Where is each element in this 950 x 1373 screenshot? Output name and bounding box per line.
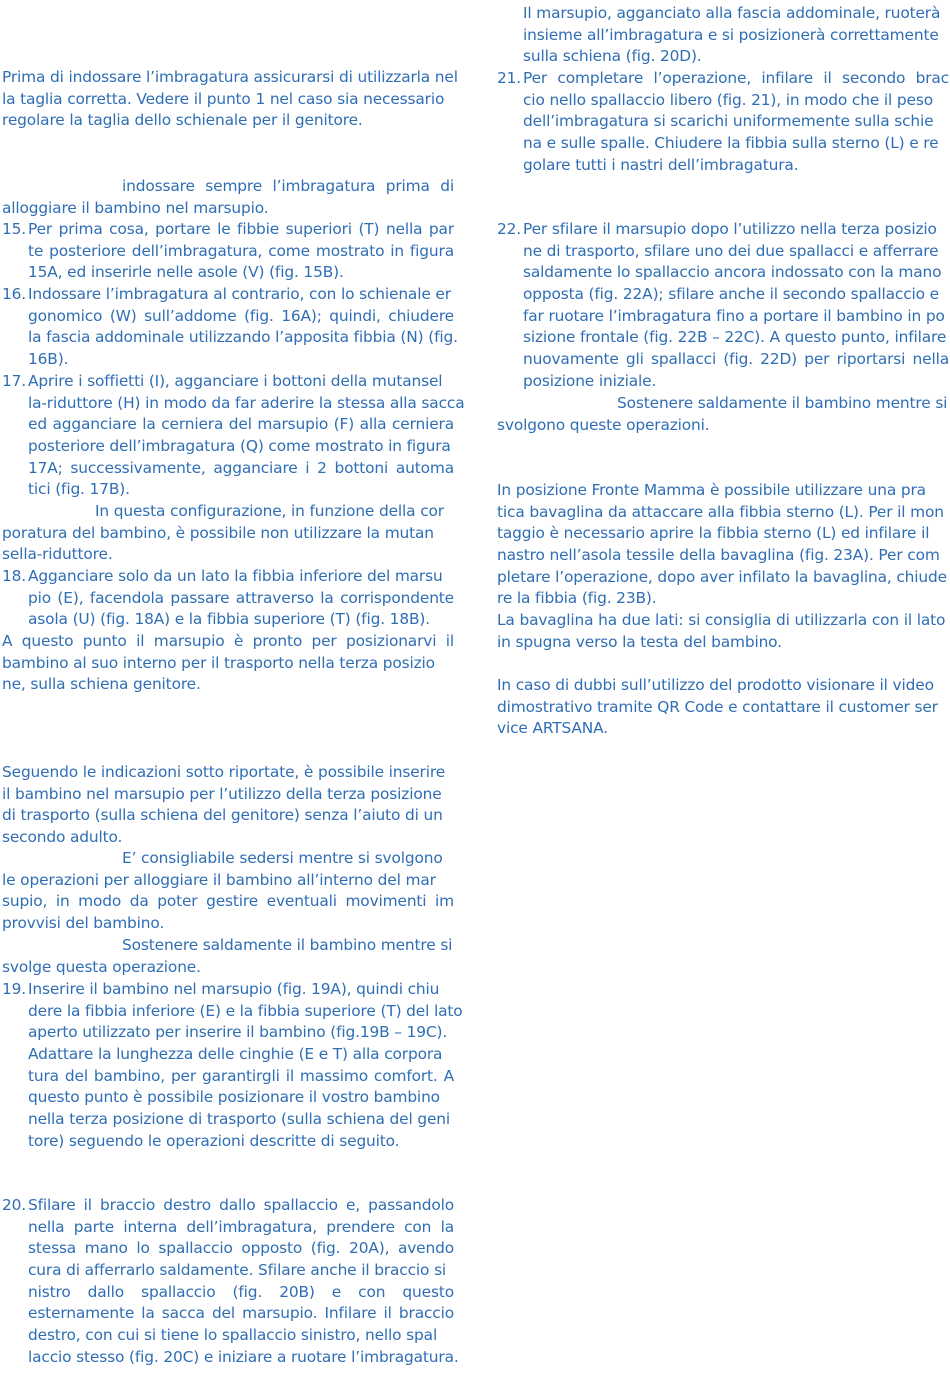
text-line: In caso di dubbi sull’utilizzo del prodotto visionare il video — [497, 676, 934, 694]
step-line: posteriore dell’imbragatura (Q) come mostrato in figura — [28, 437, 451, 456]
step-number: 16. — [2, 285, 27, 303]
step-line: tici (fig. 17B). — [28, 480, 130, 499]
step-line: esternamente la sacca del marsupio. Infilare il braccio — [28, 1304, 454, 1323]
step-line: ne di trasporto, sfilare uno dei due spallacci e afferrare — [523, 241, 939, 260]
configuration-note — [2, 501, 454, 566]
step-18 — [2, 566, 454, 631]
text-line: in spugna verso la testa del bambino. — [497, 632, 782, 651]
text-line: provvisi del bambino. — [2, 914, 165, 933]
text-line: dimostrativo tramite QR Code e contattare il customer ser — [497, 697, 938, 716]
ready-paragraph — [2, 631, 454, 696]
text-line: alloggiare il bambino nel marsupio. — [2, 198, 269, 217]
text-line: svolgono queste operazioni. — [497, 415, 710, 434]
step-line: la-riduttore (H) in modo da far aderire la stessa alla sacca — [28, 393, 465, 412]
text-line: pletare l’operazione, dopo aver infilato la bavaglina, chiude — [497, 567, 947, 586]
step-line: ed agganciare la cerniera del marsupio (F) alla cerniera — [28, 415, 454, 434]
text-line: le operazioni per alloggiare il bambino all’interno del mar — [2, 870, 436, 889]
step-number: 20. — [2, 1196, 27, 1214]
step-line: asola (U) (fig. 18A) e la fibbia superiore (T) (fig. 18B). — [28, 610, 430, 629]
text-line: supio, in modo da poter gestire eventuali movimenti im — [2, 892, 454, 911]
step-line: na e sulle spalle. Chiudere la fibbia sulla sterno (L) e re — [523, 134, 939, 153]
text-line: taggio è necessario aprire la fibbia sterno (L) ed infilare il — [497, 524, 930, 543]
step-line: 17. Aprire i soffietti (I), agganciare i bottoni della mutansel — [2, 371, 454, 393]
step-line: pio (E), facendola passare attraverso la corrispondente — [28, 588, 454, 607]
bib-sides-paragraph — [497, 610, 949, 653]
step-line: 17A; successivamente, agganciare i 2 bottoni automa — [28, 458, 454, 477]
text-line: ne, sulla schiena genitore. — [2, 675, 201, 694]
step-line: te posteriore dell’imbragatura, come mostrato in figura — [28, 241, 454, 260]
step-line: 16. Indossare l’imbragatura al contrario, con lo schienale er — [2, 284, 454, 306]
step-number: 19. — [2, 980, 27, 998]
step-number: 17. — [2, 372, 27, 390]
step-line: cio nello spallaccio libero (fig. 21), in modo che il peso — [523, 90, 933, 109]
step-17 — [2, 371, 465, 501]
step-16 — [2, 284, 458, 371]
step-line: nistro dallo spallaccio (fig. 20B) e con questo — [28, 1282, 454, 1301]
step-line: nuovamente gli spallacci (fig. 22D) per riportarsi nella — [523, 350, 949, 369]
text-line: regolare la taglia dello schienale per il genitore. — [2, 111, 363, 130]
step-21 — [497, 68, 949, 176]
step-line: dere la fibbia inferiore (E) e la fibbia superiore (T) del lato — [28, 1001, 463, 1020]
step-line: 16B). — [28, 350, 69, 369]
text-line: In posizione Fronte Mamma è possibile utilizzare una pra — [497, 481, 926, 499]
support-warning-2 — [497, 393, 949, 436]
step-line: stessa mano lo spallaccio opposto (fig. 20A), avendo — [28, 1239, 454, 1258]
step-15 — [2, 219, 454, 284]
step-20-continued — [497, 3, 949, 68]
step-line: sizione frontale (fig. 22B – 22C). A questo punto, infilare — [523, 328, 947, 347]
intro-paragraph — [2, 67, 458, 132]
step-19 — [2, 979, 463, 1153]
text-line: nastro nell’asola tessile della bavaglina (fig. 23A). Per com — [497, 546, 940, 565]
step-line: 20. Sfilare il braccio destro dallo spallaccio e, passandolo — [2, 1195, 454, 1217]
step-line: cura di afferrarlo saldamente. Sfilare anche il braccio si — [28, 1261, 447, 1280]
step-line: saldamente lo spallaccio ancora indossato con la mano — [523, 263, 942, 282]
step-line: nella terza posizione di trasporto (sulla schiena del geni — [28, 1110, 450, 1129]
text-line: La bavaglina ha due lati: si consiglia di utilizzarla con il lato — [497, 611, 946, 629]
text-line: poratura del bambino, è possibile non utilizzare la mutan — [2, 523, 434, 542]
step-line: 19. Inserire il bambino nel marsupio (fig. 19A), quindi chiu — [2, 979, 454, 1001]
text-line: Sostenere saldamente il bambino mentre si — [617, 394, 948, 412]
text-line: bambino al suo interno per il trasporto nella terza posizio — [2, 653, 435, 672]
step-line: 15. Per prima cosa, portare le fibbie superiori (T) nella par — [2, 219, 454, 241]
text-line: Sostenere saldamente il bambino mentre si — [122, 936, 453, 954]
step-line: nella parte interna dell’imbragatura, prendere con la — [28, 1217, 454, 1236]
step-line: posizione iniziale. — [523, 371, 657, 390]
sitting-advice — [2, 848, 454, 935]
bib-paragraph — [497, 480, 949, 610]
step-20 — [2, 1195, 459, 1369]
text-line: il bambino nel marsupio per l’utilizzo della terza posizione — [2, 784, 442, 803]
text-line: In questa configurazione, in funzione della cor — [95, 502, 444, 520]
text-line: re la fibbia (fig. 23B). — [497, 589, 657, 608]
step-line: laccio stesso (fig. 20C) e iniziare a ruotare l’imbragatura. — [28, 1347, 459, 1366]
text-line: la taglia corretta. Vedere il punto 1 nel caso sia necessario — [2, 89, 445, 108]
text-line: Prima di indossare l’imbragatura assicurarsi di utilizzarla nel — [2, 68, 458, 86]
text-line: vice ARTSANA. — [497, 719, 609, 738]
step-line: Adattare la lunghezza delle cinghie (E e T) alla corpora — [28, 1045, 443, 1064]
step-line: 15A, ed inserirle nelle asole (V) (fig. 15B). — [28, 263, 344, 282]
left-column — [2, 0, 465, 1373]
text-line: di trasporto (sulla schiena del genitore) senza l’aiuto di un — [2, 806, 443, 825]
step-line: aperto utilizzato per inserire il bambino (fig.19B – 19C). — [28, 1023, 448, 1042]
step-line: far ruotare l’imbragatura fino a portare il bambino in po — [523, 306, 945, 325]
step-line: tura del bambino, per garantirgli il massimo comfort. A — [28, 1066, 454, 1085]
text-line: Seguendo le indicazioni sotto riportate, è possibile inserire — [2, 763, 446, 781]
right-column — [497, 0, 949, 1373]
support-warning — [2, 935, 454, 978]
text-line: indossare sempre l’imbragatura prima di — [122, 177, 454, 195]
step-line: Il marsupio, agganciato alla fascia addominale, ruoterà — [523, 4, 941, 22]
step-line: questo punto è possibile posizionare il vostro bambino — [28, 1088, 440, 1107]
step-line: 22. Per sfilare il marsupio dopo l’utilizzo nella terza posizio — [497, 219, 949, 241]
instructions-intro — [2, 762, 454, 849]
step-line: gonomico (W) sull’addome (fig. 16A); quindi, chiudere — [28, 306, 454, 325]
text-line: E’ consigliabile sedersi mentre si svolgono — [122, 849, 443, 867]
step-line: insieme all’imbragatura e si posizionerà correttamente — [523, 25, 939, 44]
step-number: 21. — [497, 69, 522, 87]
text-line: tica bavaglina da attaccare alla fibbia sterno (L). Per il mon — [497, 502, 944, 521]
text-line: secondo adulto. — [2, 828, 123, 847]
text-line: A questo punto il marsupio è pronto per posizionarvi il — [2, 632, 454, 650]
step-line: dell’imbragatura si scarichi uniformemente sulla schie — [523, 112, 934, 131]
step-line: 18. Agganciare solo da un lato la fibbia inferiore del marsu — [2, 566, 454, 588]
step-line: la fascia addominale utilizzando l’apposita fibbia (N) (fig. — [28, 328, 458, 347]
step-line: tore) seguendo le operazioni descritte di seguito. — [28, 1131, 400, 1150]
step-number: 22. — [497, 220, 522, 238]
step-number: 15. — [2, 220, 27, 238]
support-contact-paragraph — [497, 675, 949, 740]
step-line: opposta (fig. 22A); sfilare anche il secondo spallaccio e — [523, 285, 940, 304]
step-line: golare tutti i nastri dell’imbragatura. — [523, 155, 799, 174]
step-line: destro, con cui si tiene lo spallaccio sinistro, nello spal — [28, 1326, 438, 1345]
step-line: 21. Per completare l’operazione, infilare il secondo brac — [497, 68, 949, 90]
warning-paragraph — [2, 176, 454, 219]
text-line: sella-riduttore. — [2, 545, 113, 564]
step-number: 18. — [2, 567, 27, 585]
step-22 — [497, 219, 949, 393]
text-line: svolge questa operazione. — [2, 957, 201, 976]
step-line: sulla schiena (fig. 20D). — [523, 47, 702, 66]
